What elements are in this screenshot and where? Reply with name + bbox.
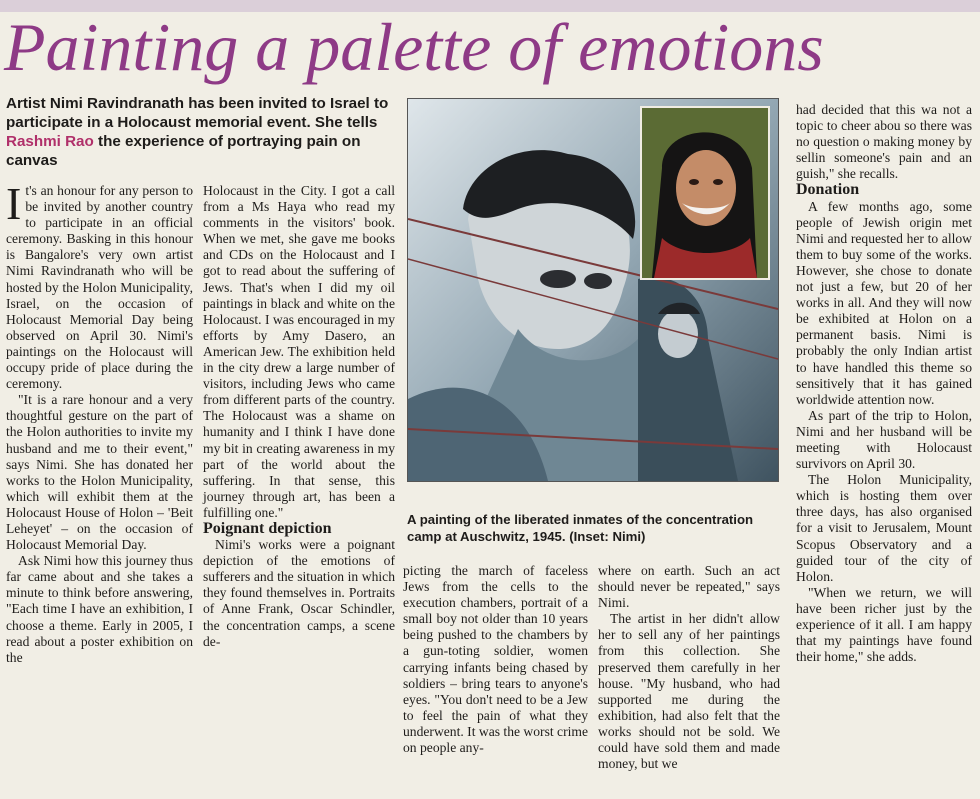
article-column-3 — [403, 563, 588, 756]
standfirst — [6, 94, 396, 170]
paragraph: The Holon Municipality, which is hosting them over three days, has also organised for a visit to Jerusalem, Mount Scopus Observatory and a guided tour of the city of Holon. — [796, 472, 972, 584]
article-column-4 — [598, 563, 780, 772]
subhead-poignant: Poignant depiction — [203, 519, 332, 537]
inset-portrait — [640, 106, 770, 280]
paragraph: picting the march of faceless Jews from the cells to the execution chambers, portrait of a small boy not older than 10 years being pushed to the chambers by a gun-toting soldier, women carrying infants being chased by soldiers – bring tears to anyone's eyes. "You don't need to be a Jew to feel the pain of what they underwent. It was the worst crime on people any- — [403, 563, 588, 756]
paragraph: Nimi's works were a poignant depiction of the emotions of sufferers and the situation in which they found themselves in. Portraits of Anne Frank, Oscar Schindler, the concentration camps, a scene de- — [203, 537, 395, 649]
article-column-1 — [6, 178, 193, 666]
paragraph: Holocaust in the City. I got a call from a Ms Haya who read my comments in the visitors' book. When we met, she gave me books and CDs on the Holocaust and I got to read about the suffering of Jews. That's when I did my oil paintings in black and white on the Holocaust. I was encouraged in my efforts by Amy Dasero, an American Jew. The exhibition held in the city drew a large number of visitors, including Jews who came from different parts of the country. The Holocaust was a shame on humanity and I think I have done my bit in creating awareness in my part of the world about the suffering. In that sense, this journey through art, has been a fulfilling one." — [203, 183, 395, 520]
drop-cap: I — [6, 178, 22, 229]
paragraph: "When we return, we will have been richer just by the experience of it all. I am happy that my paintings have found their home," she adds. — [796, 584, 972, 665]
paragraph: where on earth. Such an act should never be repeated," says Nimi. — [598, 563, 780, 611]
photo-caption: A painting of the liberated inmates of the concentration camp at Auschwitz, 1945. (Inset: Nimi) — [407, 512, 754, 544]
subhead-donation: Donation — [796, 181, 860, 199]
article-column-5 — [796, 102, 972, 665]
paragraph: It's an honour for any person to be invited by another country to participate in an official ceremony. Basking in this honour is Bangalore's very own artist Nimi Ravindranath who will be hosted by the Holon Municipality, Israel, on the occasion of Holocaust Memorial Day being observed on April 30. Nimi's paintings on the Holocaust will occupy pride of place during the ceremony. — [6, 178, 193, 392]
paragraph: A few months ago, some people of Jewish origin met Nimi and requested her to allow them to buy some of the works. However, she chose to donate not just a few, but 20 of her works in all. And they will now be exhibited at Holon on a permanent basis. Nimi is probably the only Indian artist to have handled this theme so sensitively that it has gained worldwide attention now. — [796, 198, 972, 407]
paragraph: The artist in her didn't allow her to sell any of her paintings from this collection. She preserved them carefully in her house. "My husband, who had supported me during the exhibition, had also felt that the works should not be sold. We could have sold them and made money, but we — [598, 611, 780, 772]
paragraph: As part of the trip to Holon, Nimi and her husband will be meeting with Holocaust survivors on April 30. — [796, 407, 972, 472]
standfirst-lead: Artist Nimi Ravindranath has been invited to Israel to participate in a Holocaust memorial event. She tells — [6, 95, 389, 131]
article-column-2 — [203, 183, 395, 650]
paragraph: "It is a rare honour and a very thoughtful gesture on the part of the Holon authorities to invite my husband and me to their event," says Nimi. She has donated her works to the Holon Municipality, which will exhibit them at the Holocaust House of Holon – 'Beit Leheyet' – on the occasion of Holocaust Memorial Day. — [6, 392, 193, 553]
standfirst-tail: the experience of portraying pain on canvas — [6, 133, 361, 169]
paragraph: had decided that this wa not a topic to cheer abou so there was no question o making money by sellin someone's pain and an guish," she recalls. — [796, 102, 972, 182]
headline-banner — [0, 0, 980, 90]
headline-text: Painting a palette of emotions — [4, 9, 824, 85]
portrait-illustration — [642, 108, 768, 278]
author-name: Rashmi Rao — [6, 133, 94, 150]
paragraph: Ask Nimi how this journey thus far came about and she takes a minute to think before answering, "Each time I have an exhibition, I choose a theme. Early in 2005, I read about a poster exhibition on the — [6, 553, 193, 665]
headline-graphic — [0, 0, 980, 90]
